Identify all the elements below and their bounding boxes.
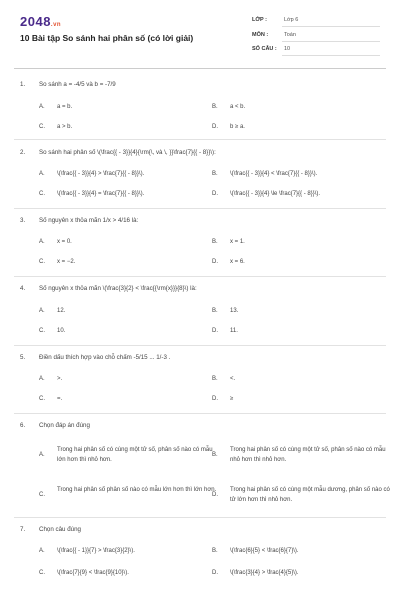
question-divider (14, 345, 386, 346)
question-divider (14, 208, 386, 209)
option-label: D. (212, 191, 218, 197)
question-number: 6. (20, 422, 26, 429)
option-text: 13. (230, 308, 239, 314)
option-text: Trong hai phân số có cùng một tử số, phân số nào có mẫu nhỏ hơn thì nhỏ hơn. (230, 447, 386, 463)
option-text: \(\frac{7}{9} < \frac{9}{10}\). (57, 570, 129, 576)
option-label: C. (39, 492, 45, 498)
option-text: x = 1. (230, 239, 245, 245)
page-header: 2048.vn 10 Bài tập So sánh hai phân số (có lời giải) LỚP : Lớp 6 MÔN : Toán SỐ CÂU : 10 (0, 0, 400, 66)
question-number: 3. (20, 217, 26, 224)
option-label: C. (39, 570, 45, 576)
option-text: \(\frac{{ - 3}}{4} = \frac{7}{{ - 8}}\). (57, 191, 145, 197)
question-stem: Điền dấu thích hợp vào chỗ chấm -5/15 ... 1/-3 . (39, 354, 171, 361)
option-label: A. (39, 171, 45, 177)
option-text: 12. (57, 308, 66, 314)
option-label: B. (212, 376, 218, 382)
option-text: \(\frac{{ - 1}}{7} > \frac{3}{2}\). (57, 548, 135, 554)
option-label: C. (39, 124, 45, 130)
question-stem: So sánh a = -4/5 và b = -7/9 (39, 81, 116, 88)
option-label: B. (212, 171, 218, 177)
option-label: A. (39, 104, 45, 110)
option-text: Trong hai phân số có cùng một mẫu dương, phân số nào có tử lớn hơn thì nhỏ hơn. (230, 487, 390, 503)
option-label: A. (39, 548, 45, 554)
option-text: a < b. (230, 104, 246, 110)
option-label: A. (39, 308, 45, 314)
option-label: A. (39, 452, 45, 458)
option-text: =. (57, 396, 63, 402)
option-label: B. (212, 452, 218, 458)
question-stem: So sánh hai phân số \(\frac{{ - 3}}{4}{\rm{\, và \, }}\frac{7}{{ - 8}}\): (39, 149, 216, 156)
option-label: B. (212, 104, 218, 110)
option-text: a > b. (57, 124, 73, 130)
option-label: A. (39, 376, 45, 382)
option-text: <. (230, 376, 236, 382)
question-number: 5. (20, 354, 26, 361)
option-label: D. (212, 124, 218, 130)
option-label: C. (39, 259, 45, 265)
option-label: D. (212, 492, 218, 498)
option-text: 10. (57, 328, 66, 334)
option-text: \(\frac{{ - 3}}{4} < \frac{7}{{ - 8}}\). (230, 171, 318, 177)
option-label: A. (39, 239, 45, 245)
question-stem: Chọn câu đúng (39, 526, 81, 533)
option-text: \(\frac{{ - 3}}{4} > \frac{7}{{ - 8}}\). (57, 171, 145, 177)
option-label: C. (39, 191, 45, 197)
question-divider (14, 517, 386, 518)
question-divider (14, 413, 386, 414)
option-text: ≥ (230, 396, 234, 402)
option-label: B. (212, 239, 218, 245)
question-stem: Số nguyên x thỏa mãn \(\frac{3}{2} < \frac{{\rm{x}}}{8}\) là: (39, 285, 197, 292)
document-title: 10 Bài tập So sánh hai phân số (có lời giải) (20, 33, 194, 43)
option-label: B. (212, 308, 218, 314)
question-divider (14, 276, 386, 277)
option-text: >. (57, 376, 63, 382)
option-text: b ≥ a. (230, 124, 245, 130)
option-text: 11. (230, 328, 238, 334)
question-number: 1. (20, 81, 26, 88)
option-text: x = 6. (230, 259, 245, 265)
option-label: D. (212, 396, 218, 402)
question-number: 7. (20, 526, 26, 533)
option-text: \(\frac{6}{5} < \frac{6}{7}\). (230, 548, 299, 554)
option-label: C. (39, 396, 45, 402)
question-stem: Số nguyên x thỏa mãn 1/x > 4/16 là: (39, 217, 139, 224)
question-number: 4. (20, 285, 26, 292)
option-label: D. (212, 259, 218, 265)
question-divider (14, 139, 386, 140)
option-text: a = b. (57, 104, 73, 110)
option-text: Trong hai phân số phân số nào có mẫu lớn hơn thì lớn hơn. (57, 487, 217, 493)
header-divider (14, 68, 386, 69)
option-text: \(\frac{{ - 3}}{4} \le \frac{7}{{ - 8}}\). (230, 191, 321, 197)
option-label: D. (212, 570, 218, 576)
question-stem: Chọn đáp án đúng (39, 422, 90, 429)
option-label: B. (212, 548, 218, 554)
option-text: x = 0. (57, 239, 72, 245)
question-number: 2. (20, 149, 26, 156)
site-logo[interactable]: 2048.vn (20, 14, 62, 29)
option-text: x = −2. (57, 259, 76, 265)
option-text: \(\frac{3}{4} > \frac{4}{5}\). (230, 570, 299, 576)
option-text: Trong hai phân số có cùng một tử số, phân số nào có mẫu lớn hơn thì nhỏ hơn. (57, 447, 213, 463)
option-label: C. (39, 328, 45, 334)
option-label: D. (212, 328, 218, 334)
